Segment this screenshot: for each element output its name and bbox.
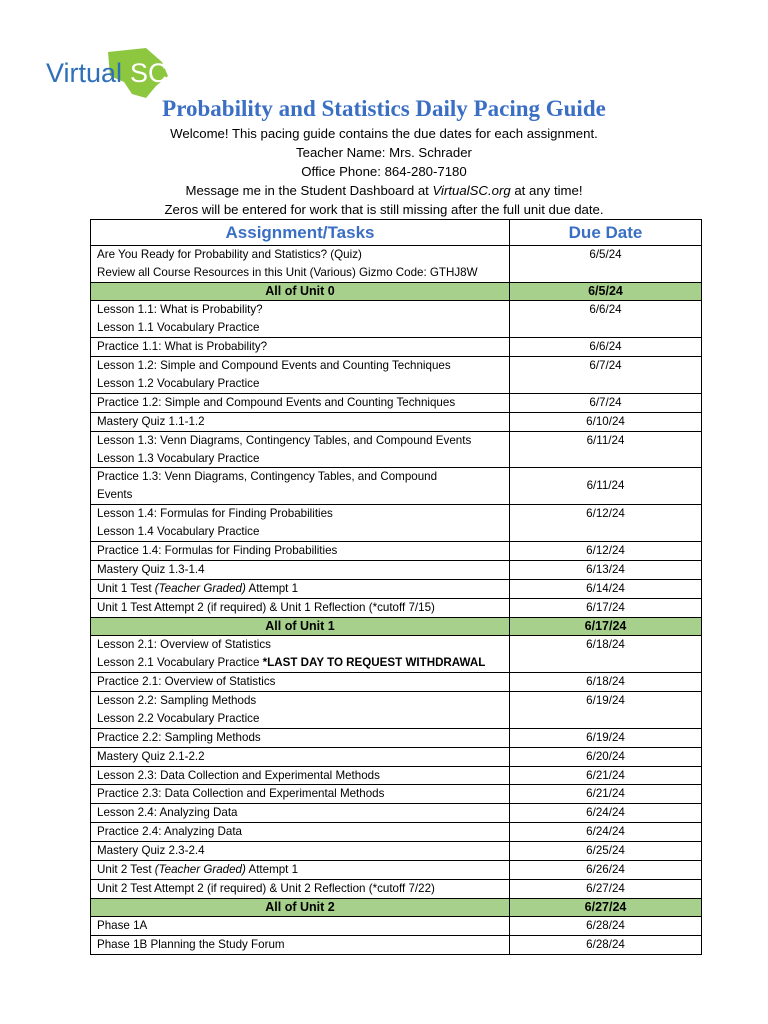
assignment-row — [91, 357, 702, 394]
assignment-row — [91, 412, 702, 431]
pacing-table — [90, 219, 702, 955]
svg-text:Virtual: Virtual — [46, 58, 123, 88]
withdrawal-deadline-note: *LAST DAY TO REQUEST WITHDRAWAL — [262, 656, 486, 670]
assignment-cell — [91, 673, 510, 692]
virtualsc-link[interactable]: VirtualSC.org — [432, 183, 511, 198]
message-line: Message me in the Student Dashboard at VirtualSC.org at any time! — [185, 183, 583, 198]
unit-summary-label: All of Unit 0 — [91, 282, 510, 301]
assignment-text: Lesson 2.1 Vocabulary Practice — [97, 656, 263, 670]
assignment-line: Practice 1.3: Venn Diagrams, Contingency Tables, and Compound — [97, 470, 438, 484]
due-date-cell: 6/5/24 — [510, 246, 702, 283]
due-date-cell: 6/26/24 — [510, 861, 702, 880]
assignment-line: Lesson 1.3 Vocabulary Practice — [97, 451, 260, 465]
due-date-cell: 6/6/24 — [510, 338, 702, 357]
assignment-line: Practice 2.4: Analyzing Data — [97, 825, 243, 839]
assignment-row — [91, 936, 702, 955]
due-date-cell: 6/14/24 — [510, 579, 702, 598]
assignment-line: Mastery Quiz 2.1-2.2 — [97, 749, 205, 763]
assignment-row — [91, 561, 702, 580]
assignment-line: Mastery Quiz 2.3-2.4 — [97, 844, 205, 858]
assignment-line: Lesson 2.4: Analyzing Data — [97, 806, 238, 820]
assignment-cell — [91, 936, 510, 955]
assignment-row — [91, 636, 702, 673]
due-date-cell: 6/11/24 — [510, 431, 702, 468]
assignment-line: Lesson 1.2 Vocabulary Practice — [97, 376, 260, 390]
table-body — [91, 246, 702, 955]
assignment-cell — [91, 505, 510, 542]
assignment-line: Practice 1.4: Formulas for Finding Probabilities — [97, 544, 338, 558]
assignment-cell — [91, 542, 510, 561]
unit-summary-row — [91, 617, 702, 636]
assignment-line: Phase 1B Planning the Study Forum — [97, 938, 285, 952]
due-date-cell: 6/12/24 — [510, 505, 702, 542]
assignment-row — [91, 766, 702, 785]
assignment-row — [91, 598, 702, 617]
virtualsc-logo-graphic — [46, 46, 170, 100]
assignment-cell — [91, 917, 510, 936]
assignment-line: Practice 2.2: Sampling Methods — [97, 730, 261, 744]
due-date-cell: 6/27/24 — [510, 880, 702, 899]
assignment-line: Practice 1.2: Simple and Compound Events and Counting Techniques — [97, 395, 456, 409]
assignment-cell — [91, 301, 510, 338]
assignment-line: Lesson 1.4 Vocabulary Practice — [97, 525, 260, 539]
assignment-cell — [91, 785, 510, 804]
assignment-cell — [91, 561, 510, 580]
column-header-due-date: Due Date — [510, 220, 702, 246]
unit-summary-row — [91, 282, 702, 301]
due-date-cell: 6/21/24 — [510, 766, 702, 785]
assignment-row — [91, 842, 702, 861]
assignment-row — [91, 246, 702, 283]
assignment-row — [91, 804, 702, 823]
teacher-name: Teacher Name: Mrs. Schrader — [296, 145, 472, 160]
assignment-line: Lesson 1.1: What is Probability? — [97, 303, 263, 317]
assignment-line: Lesson 2.3: Data Collection and Experimental Methods — [97, 768, 380, 782]
assignment-row — [91, 468, 702, 505]
due-date-cell: 6/5/24 — [510, 282, 702, 301]
assignment-row — [91, 880, 702, 899]
assignment-row — [91, 785, 702, 804]
due-date-cell: 6/19/24 — [510, 691, 702, 728]
assignment-cell — [91, 598, 510, 617]
due-date-cell: 6/7/24 — [510, 393, 702, 412]
page-title: Probability and Statistics Daily Pacing Guide — [162, 96, 606, 121]
assignment-cell — [91, 766, 510, 785]
assignment-line: Lesson 2.1: Overview of Statistics — [97, 638, 271, 652]
assignment-row — [91, 823, 702, 842]
assignment-line: Practice 1.1: What is Probability? — [97, 340, 268, 354]
assignment-line: Unit 2 Test Attempt 2 (if required) & Unit 2 Reflection (*cutoff 7/22) — [97, 882, 435, 895]
unit-summary-label: All of Unit 1 — [91, 617, 510, 636]
intro-block — [0, 124, 768, 219]
assignment-row — [91, 431, 702, 468]
assignment-line: Lesson 2.2: Sampling Methods — [97, 693, 257, 707]
assignment-cell — [91, 393, 510, 412]
assignment-line: Lesson 2.2 Vocabulary Practice — [97, 711, 260, 725]
virtualsc-logo — [46, 46, 170, 100]
assignment-cell — [91, 842, 510, 861]
due-date-cell: 6/18/24 — [510, 636, 702, 673]
due-date-cell: 6/28/24 — [510, 936, 702, 955]
assignment-cell — [91, 338, 510, 357]
due-date-cell: 6/11/24 — [510, 468, 702, 505]
due-date-cell: 6/24/24 — [510, 823, 702, 842]
assignment-cell — [91, 728, 510, 747]
column-header-tasks: Assignment/Tasks — [91, 220, 510, 246]
due-date-cell: 6/28/24 — [510, 917, 702, 936]
assignment-cell — [91, 246, 510, 283]
due-date-cell: 6/18/24 — [510, 673, 702, 692]
due-date-cell: 6/27/24 — [510, 898, 702, 917]
assignment-row — [91, 393, 702, 412]
assignment-row — [91, 505, 702, 542]
assignment-line: Phase 1A — [97, 919, 148, 933]
assignment-text: Attempt 1 — [245, 581, 299, 595]
assignment-line: Unit 1 Test Attempt 2 (if required) & Unit 1 Reflection (*cutoff 7/15) — [97, 600, 435, 614]
graded-note: (Teacher Graded) — [154, 863, 246, 877]
assignment-cell — [91, 636, 510, 673]
assignment-row — [91, 579, 702, 598]
welcome-text: Welcome! This pacing guide contains the due dates for each assignment. — [170, 126, 598, 141]
unit-summary-row — [91, 898, 702, 917]
svg-text:SC: SC — [130, 58, 168, 88]
assignment-cell — [91, 431, 510, 468]
due-date-cell: 6/12/24 — [510, 542, 702, 561]
assignment-cell — [91, 412, 510, 431]
due-date-cell: 6/21/24 — [510, 785, 702, 804]
assignment-line: Mastery Quiz 1.1-1.2 — [97, 414, 205, 428]
assignment-row — [91, 691, 702, 728]
assignment-row — [91, 673, 702, 692]
assignment-row — [91, 917, 702, 936]
assignment-line: Events — [97, 488, 133, 502]
due-date-cell: 6/19/24 — [510, 728, 702, 747]
due-date-cell: 6/13/24 — [510, 561, 702, 580]
assignment-line: Lesson 1.4: Formulas for Finding Probabilities — [97, 507, 333, 521]
assignment-line: Practice 2.1: Overview of Statistics — [97, 675, 276, 689]
office-phone: Office Phone: 864-280-7180 — [301, 164, 467, 179]
due-date-cell: 6/10/24 — [510, 412, 702, 431]
assignment-cell — [91, 861, 510, 880]
due-date-cell: 6/24/24 — [510, 804, 702, 823]
assignment-row — [91, 861, 702, 880]
assignment-cell — [91, 579, 510, 598]
assignment-cell — [91, 747, 510, 766]
table-header-row — [91, 220, 702, 246]
due-date-cell: 6/20/24 — [510, 747, 702, 766]
assignment-cell — [91, 823, 510, 842]
due-date-cell: 6/7/24 — [510, 357, 702, 394]
assignment-row — [91, 747, 702, 766]
due-date-cell: 6/25/24 — [510, 842, 702, 861]
assignment-cell — [91, 357, 510, 394]
assignment-line — [97, 654, 503, 672]
assignment-cell — [91, 880, 510, 899]
assignment-line: Are You Ready for Probability and Statistics? (Quiz) — [97, 248, 362, 261]
assignment-row — [91, 301, 702, 338]
assignment-text: Attempt 1 — [245, 863, 299, 877]
unit-summary-label: All of Unit 2 — [91, 898, 510, 917]
assignment-line: Lesson 1.2: Simple and Compound Events and Counting Techniques — [97, 359, 451, 373]
assignment-text: Unit 1 Test — [97, 581, 155, 595]
assignment-line: Review all Course Resources in this Unit (Various) Gizmo Code: GTHJ8W — [97, 265, 478, 279]
assignment-cell — [91, 804, 510, 823]
assignment-line: Lesson 1.1 Vocabulary Practice — [97, 321, 260, 335]
assignment-text: Unit 2 Test — [97, 863, 155, 877]
zeros-notice: Zeros will be entered for work that is still missing after the full unit due date. — [164, 202, 604, 217]
assignment-row — [91, 542, 702, 561]
assignment-cell — [91, 468, 510, 505]
due-date-cell: 6/6/24 — [510, 301, 702, 338]
assignment-line: Mastery Quiz 1.3-1.4 — [97, 563, 205, 576]
assignment-cell — [91, 691, 510, 728]
due-date-cell: 6/17/24 — [510, 617, 702, 636]
due-date-cell: 6/17/24 — [510, 598, 702, 617]
assignment-row — [91, 728, 702, 747]
assignment-line: Lesson 1.3: Venn Diagrams, Contingency Tables, and Compound Events — [97, 433, 472, 447]
assignment-row — [91, 338, 702, 357]
assignment-line: Practice 2.3: Data Collection and Experimental Methods — [97, 787, 385, 801]
graded-note: (Teacher Graded) — [154, 581, 246, 595]
